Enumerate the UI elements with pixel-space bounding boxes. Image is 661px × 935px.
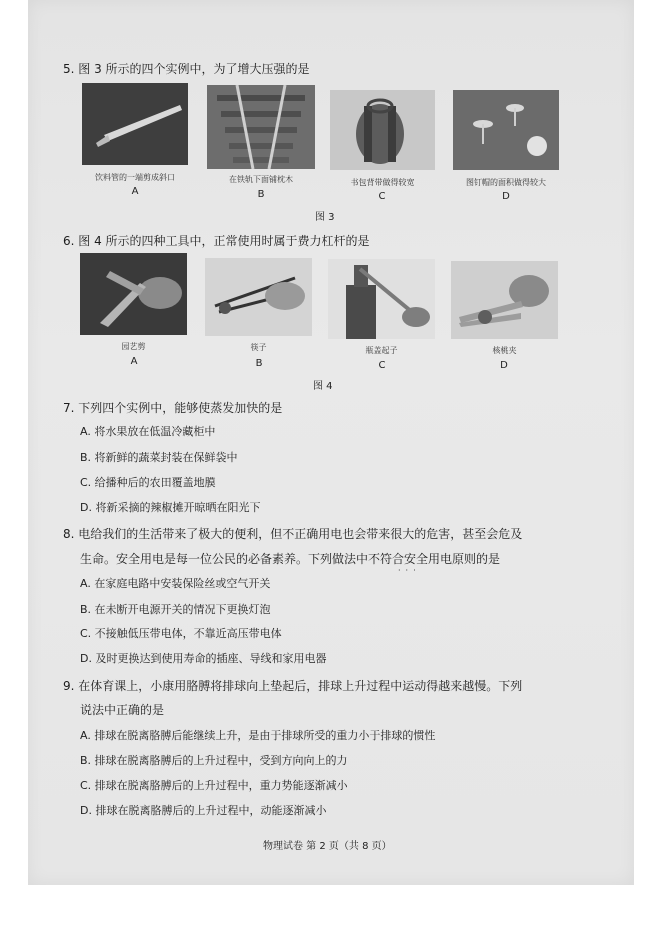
option-a: A. 将水果放在低温冷藏柜中: [80, 425, 216, 438]
option-letter: C: [378, 360, 386, 371]
image-caption: 图钉帽的面积做得较大: [466, 178, 546, 187]
option-a: A. 排球在脱离胳膊后能继续上升，是由于排球所受的重力小于排球的惯性: [80, 729, 436, 742]
option-letter: A: [131, 186, 139, 197]
option-d: D. 排球在脱离胳膊后的上升过程中，动能逐渐减小: [80, 804, 327, 817]
option-b: B. 将新鲜的蔬菜封装在保鲜袋中: [80, 451, 238, 464]
question-8-stem-line2: 生命。安全用电是每一位公民的必备素养。下列做法中不符合安全用电原则的是: [80, 552, 501, 566]
nutcracker-photo-icon: [451, 261, 558, 339]
straw-photo-icon: [82, 83, 188, 165]
question-9-stem-line2: 说法中正确的是: [80, 703, 165, 717]
question-8-stem-line1: 8. 电给我们的生活带来了极大的便利，但不正确用电也会带来很大的危害，甚至会危及: [63, 527, 523, 541]
image-caption: 瓶盖起子: [365, 346, 398, 355]
option-letter: A: [130, 356, 138, 367]
question-6-stem: 6. 图 4 所示的四种工具中，正常使用时属于费力杠杆的是: [63, 234, 370, 248]
option-letter: C: [378, 191, 386, 202]
chopsticks-photo-icon: [205, 258, 312, 336]
option-letter: B: [257, 189, 265, 200]
option-c: C. 不接触低压带电体，不靠近高压带电体: [80, 627, 282, 640]
figure-label: 图 3: [315, 212, 335, 223]
option-letter: D: [500, 360, 508, 371]
question-9-stem-line1: 9. 在体育课上，小康用胳膊将排球向上垫起后，排球上升过程中运动得越来越慢。下列: [63, 679, 523, 693]
image-caption: 筷子: [250, 343, 267, 352]
bottle-opener-photo-icon: [328, 259, 435, 339]
question-5-stem: 5. 图 3 所示的四个实例中，为了增大压强的是: [63, 62, 310, 76]
figure-label: 图 4: [313, 381, 333, 392]
image-caption: 在铁轨下面铺枕木: [229, 175, 293, 184]
backpack-photo-icon: [330, 90, 435, 170]
option-letter: B: [255, 358, 263, 369]
question-7-stem: 7. 下列四个实例中，能够使蒸发加快的是: [63, 401, 283, 415]
option-a: A. 在家庭电路中安装保险丝或空气开关: [80, 577, 271, 590]
shears-photo-icon: [80, 253, 187, 335]
option-c: C. 排球在脱离胳膊后的上升过程中，重力势能逐渐减小: [80, 779, 348, 792]
thumbtack-photo-icon: [453, 90, 559, 170]
emphasis-dots: ···: [398, 566, 421, 575]
option-c: C. 给播种后的农田覆盖地膜: [80, 476, 216, 489]
option-d: D. 及时更换达到使用寿命的插座、导线和家用电器: [80, 652, 327, 665]
option-b: B. 排球在脱离胳膊后的上升过程中，受到方向向上的力: [80, 754, 348, 767]
page-footer: 物理试卷 第 2 页（共 8 页）: [263, 841, 392, 852]
railway-photo-icon: [207, 85, 315, 169]
image-caption: 园艺剪: [121, 342, 146, 351]
option-letter: D: [502, 191, 510, 202]
option-b: B. 在未断开电源开关的情况下更换灯泡: [80, 603, 271, 616]
option-d: D. 将新采摘的辣椒摊开晾晒在阳光下: [80, 501, 261, 514]
image-caption: 饮料管的一端剪成斜口: [95, 173, 175, 182]
image-caption: 核桃夹: [492, 346, 517, 355]
image-caption: 书包背带做得较宽: [350, 178, 415, 187]
